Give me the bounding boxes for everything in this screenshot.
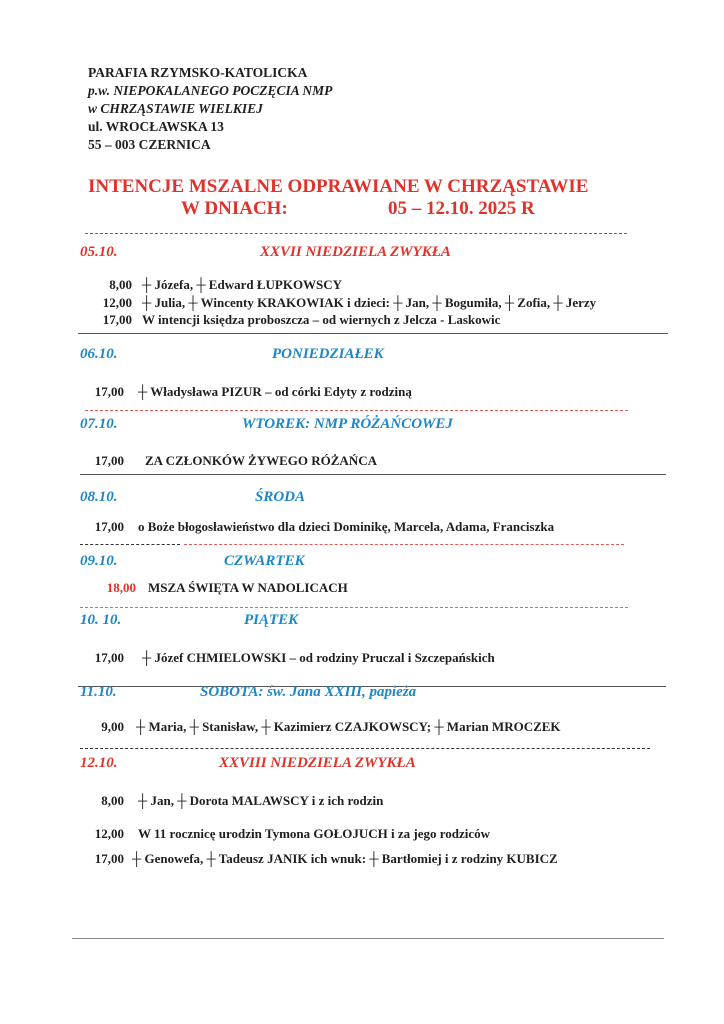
title-divider <box>85 233 627 234</box>
mass-intention: o Boże błogosławieństwo dla dzieci Dominikę, Marcela, Adama, Franciszka <box>138 519 555 534</box>
title-date-label: W DNIACH: <box>181 198 288 219</box>
mass-time: 17,00 <box>94 519 124 534</box>
mass-intention: W 11 rocznicę urodzin Tymona GOŁOJUCH i za jego rodziców <box>138 826 491 841</box>
parish-street: ul. WROCŁAWSKA 13 <box>88 119 224 134</box>
day-date: 06.10. <box>80 346 118 362</box>
mass-time: 9,00 <box>101 719 124 734</box>
day-divider <box>78 333 668 334</box>
day-name: ŚRODA <box>255 489 306 505</box>
day-name: WTOREK: NMP RÓŻAŃCOWEJ <box>242 416 453 432</box>
parish-postcode: 55 – 003 CZERNICA <box>88 137 211 152</box>
mass-time: 8,00 <box>109 277 132 292</box>
parish-dedication: p.w. NIEPOKALANEGO POCZĘCIA NMP <box>88 83 333 98</box>
mass-time: 17,00 <box>102 312 132 327</box>
day-divider <box>80 544 180 545</box>
mass-intention: W intencji księdza proboszcza – od wiernych z Jelcza - Laskowic <box>142 312 501 327</box>
mass-time: 17,00 <box>94 453 124 468</box>
day-divider <box>80 474 666 475</box>
parish-name: PARAFIA RZYMSKO-KATOLICKA <box>88 65 308 80</box>
day-date: 05.10. <box>80 244 118 260</box>
mass-time: 8,00 <box>101 793 124 808</box>
day-name: XXVII NIEDZIELA ZWYKŁA <box>260 244 451 260</box>
day-date: 09.10. <box>80 553 118 569</box>
footer-divider <box>72 938 664 939</box>
title-date-range: 05 – 12.10. 2025 R <box>388 198 535 219</box>
day-name: SOBOTA: św. Jana XXIII, papieża <box>200 684 417 700</box>
mass-time: 17,00 <box>94 650 124 665</box>
parish-location: w CHRZĄSTAWIE WIELKIEJ <box>88 101 263 116</box>
mass-intention: ┼ Julia, ┼ Wincenty KRAKOWIAK i dzieci: ┼ Jan, ┼ Bogumiła, ┼ Zofia, ┼ Jerzy <box>142 295 597 310</box>
mass-time: 17,00 <box>94 851 124 866</box>
mass-intention: ┼ Genowefa, ┼ Tadeusz JANIK ich wnuk: ┼ Bartłomiej i z rodziny KUBICZ <box>132 851 558 866</box>
day-divider <box>85 410 628 411</box>
day-divider <box>80 748 650 749</box>
day-divider <box>80 607 628 608</box>
day-date: 10. 10. <box>80 612 122 628</box>
day-date: 08.10. <box>80 489 118 505</box>
day-date: 07.10. <box>80 416 118 432</box>
day-name: XXVIII NIEDZIELA ZWYKŁA <box>219 755 416 771</box>
mass-intention: MSZA ŚWIĘTA W NADOLICACH <box>148 580 348 595</box>
mass-intention: ┼ Maria, ┼ Stanisław, ┼ Kazimierz CZAJKOWSCY; ┼ Marian MROCZEK <box>136 719 561 734</box>
day-name: PIĄTEK <box>244 612 299 628</box>
page-title: INTENCJE MSZALNE ODPRAWIANE W CHRZĄSTAWIE <box>88 176 589 197</box>
day-name: CZWARTEK <box>224 553 305 569</box>
mass-time: 18,00 <box>106 580 136 595</box>
day-name: PONIEDZIAŁEK <box>272 346 384 362</box>
day-date: 11.10. <box>80 684 117 700</box>
day-divider <box>184 544 624 545</box>
mass-time: 12,00 <box>94 826 124 841</box>
mass-intention: ┼ Jan, ┼ Dorota MALAWSCY i z ich rodzin <box>138 793 384 808</box>
day-date: 12.10. <box>80 755 118 771</box>
mass-intention: ZA CZŁONKÓW ŻYWEGO RÓŻAŃCA <box>145 453 377 468</box>
mass-intention: ┼ Józef CHMIELOWSKI – od rodziny Pruczal i Szczepańskich <box>142 650 495 665</box>
mass-time: 17,00 <box>94 384 124 399</box>
mass-time: 12,00 <box>102 295 132 310</box>
mass-intention: ┼ Władysława PIZUR – od córki Edyty z rodziną <box>138 384 412 399</box>
mass-intention: ┼ Józefa, ┼ Edward ŁUPKOWSCY <box>142 277 343 292</box>
